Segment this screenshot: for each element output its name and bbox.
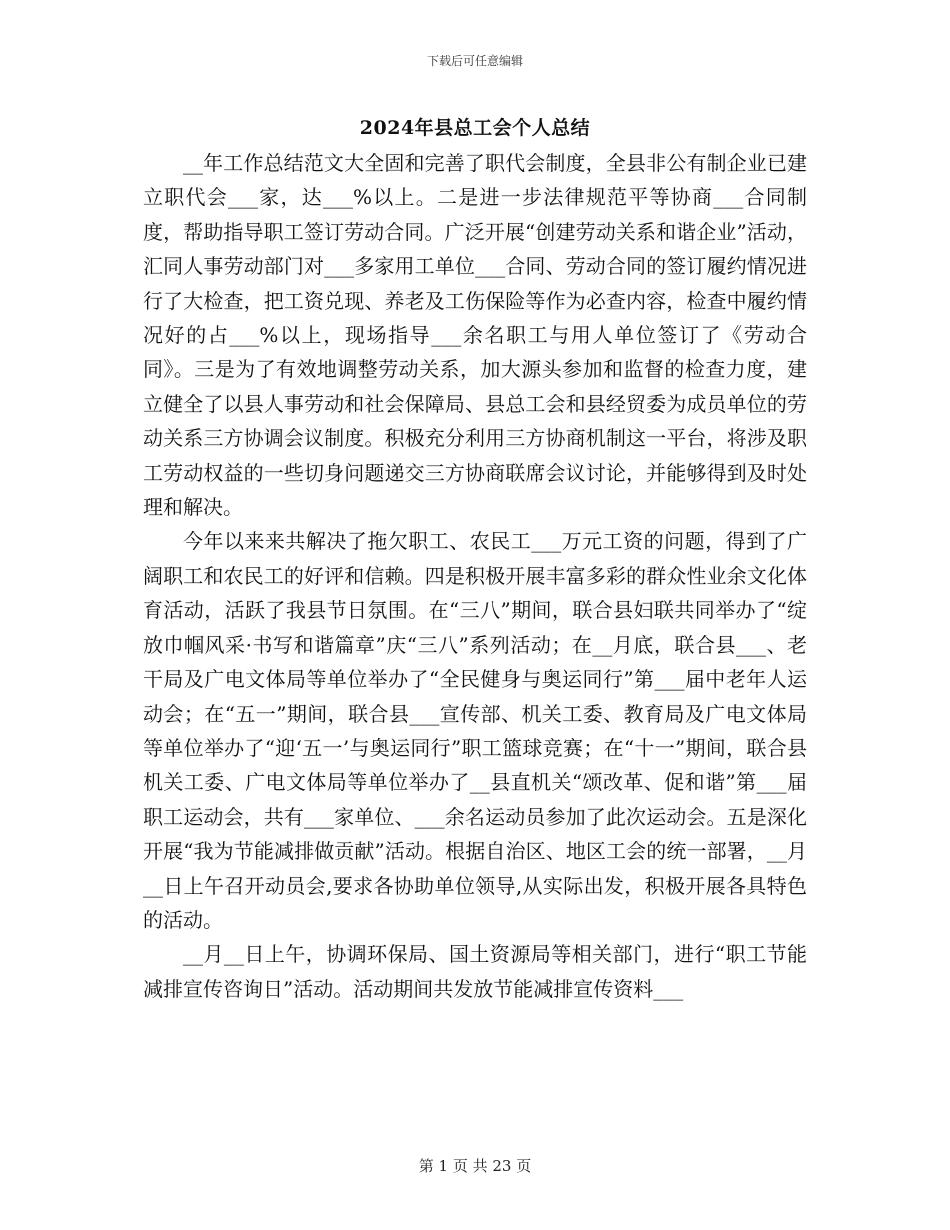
header-note: 下载后可任意编辑 <box>426 54 523 68</box>
paragraph-2: 今年以来来共解决了拖欠职工、农民工___万元工资的问题，得到了广阔职工和农民工的好评和信赖。四是积极开展丰富多彩的群众性业余文化体育活动，活跃了我县节日氛围。在“三八”期间，联合县妇联共同举办了“绽放巾帼风采·书写和谐篇章”庆“三八”系列活动；在__月底，联合县___、老干局及广电文体局等单位举办了“全民健身与奥运同行”第___届中老年人运动会；在“五一”期间，联合县___宣传部、机关工委、教育局及广电文体局等单位举办了“迎‘五一’与奥运同行”职工篮球竞赛；在“十一”期间，联合县机关工委、广电文体局等单位举办了__县直机关“颂改革、促和谐”第___届职工运动会，共有___家单位、___余名运动员参加了此次运动会。五是深化开展“我为节能减排做贡献”活动。根据自治区、地区工会的统一部署，__月__日上午召开动员会,要求各协助单位领导,从实际出发，积极开展各具特色的活动。 <box>143 529 807 932</box>
paragraph-3: __月__日上午，协调环保局、国土资源局等相关部门，进行“职工节能减排宣传咨询日”活动。活动期间共发放节能减排宣传资料___ <box>143 942 807 1001</box>
paragraph-1: __年工作总结范文大全固和完善了职代会制度，全县非公有制企业已建立职代会___家，达___%以上。二是进一步法律规范平等协商___合同制度，帮助指导职工签订劳动合同。广泛开展“创建劳动关系和谐企业”活动，汇同人事劳动部门对___多家用工单位___合同、劳动合同的签订履约情况进行了大检查，把工资兑现、养老及工伤保险等作为必查内容，检查中履约情况好的占___%以上，现场指导___余名职工与用人单位签订了《劳动合同》。三是为了有效地调整劳动关系，加大源头参加和监督的检查力度，建立健全了以县人事劳动和社会保障局、县总工会和县经贸委为成员单位的劳动关系三方协调会议制度。积极充分利用三方协商机制这一平台，将涉及职工劳动权益的一些切身问题递交三方协商联席会议讨论，并能够得到及时处理和解决。 <box>143 151 807 520</box>
document-body <box>143 146 807 1006</box>
page-number-footer: 第 1 页 共 23 页 <box>418 1157 532 1175</box>
document-title: 2024年县总工会个人总结 <box>359 117 591 139</box>
